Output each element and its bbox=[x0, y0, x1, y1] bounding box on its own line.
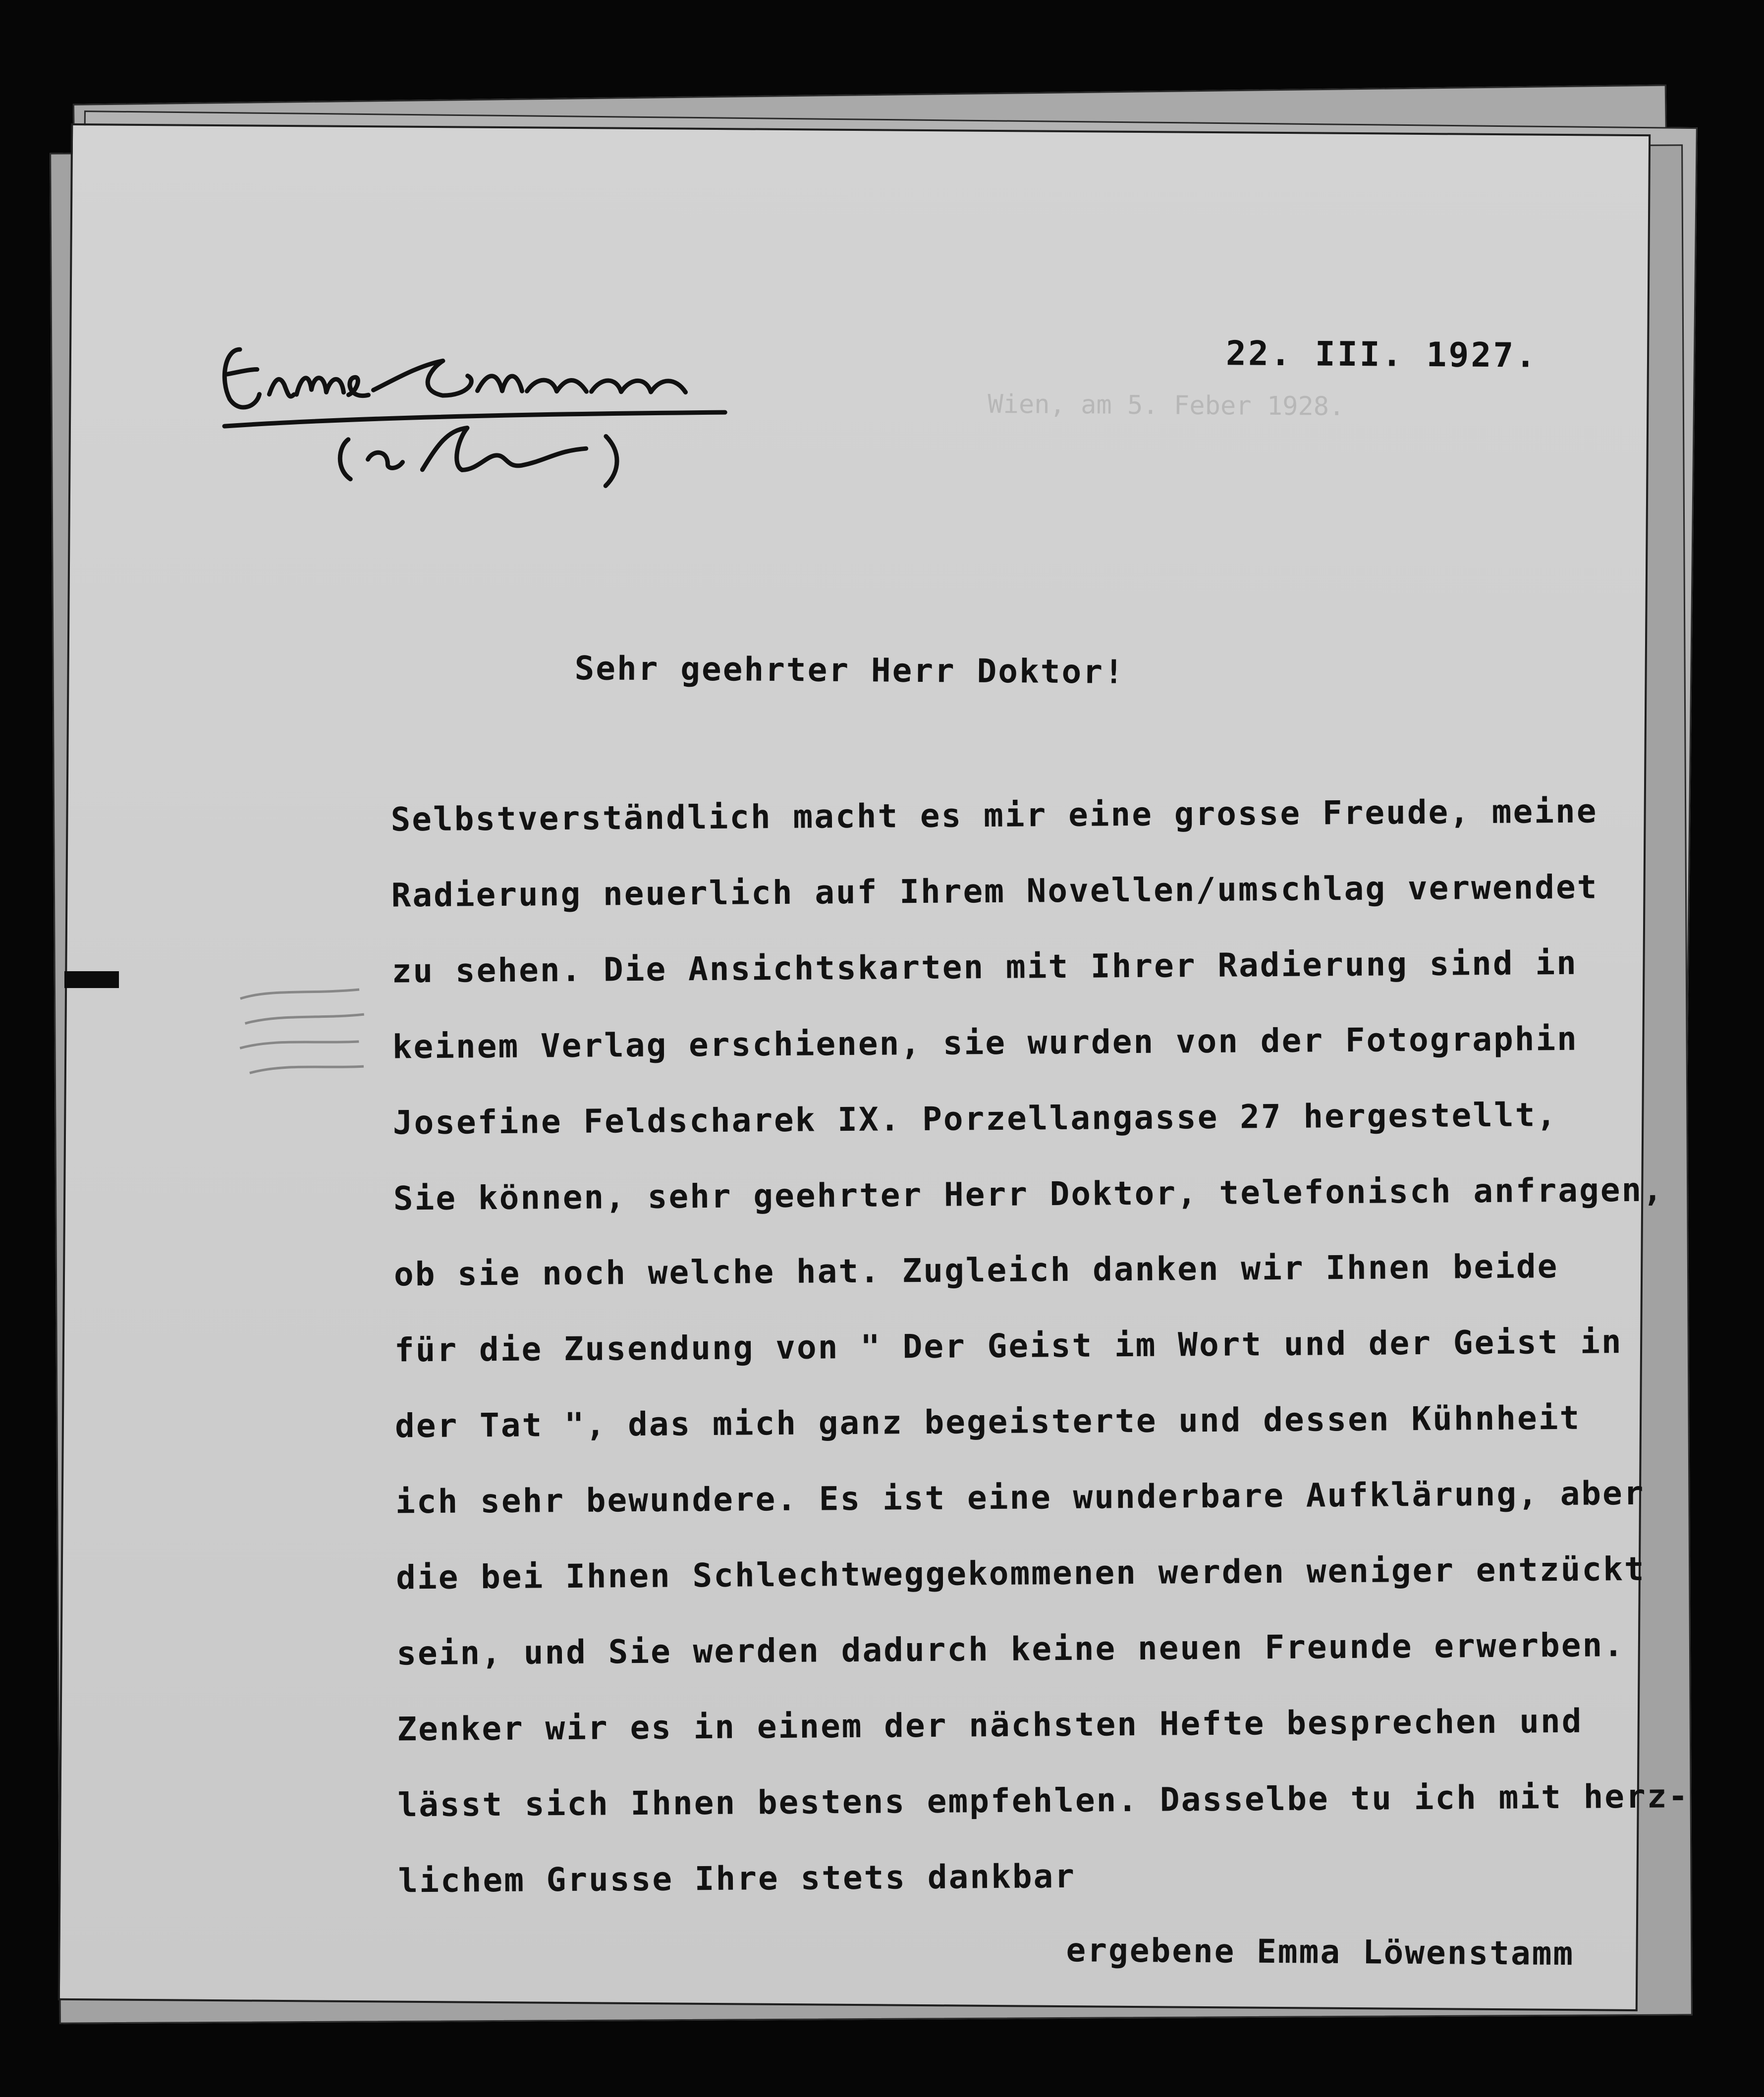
body-line: lichem Grusse Ihre stets dankbar bbox=[398, 1857, 1076, 1900]
body-line: Selbstverständlich macht es mir eine grosse Freude, meine bbox=[390, 792, 1598, 839]
body-line: für die Zusendung von " Der Geist im Wort und der Geist in bbox=[394, 1323, 1623, 1370]
closing-signature: ergebene Emma Löwenstamm bbox=[1066, 1931, 1575, 1973]
bleedthrough-text: Wien, am 5. Feber 1928. bbox=[988, 389, 1345, 422]
body-line: Sie können, sehr geehrter Herr Doktor, telefonisch anfragen, bbox=[393, 1170, 1664, 1218]
body-line: ich sehr bewundere. Es ist eine wunderbare Aufklärung, aber bbox=[395, 1474, 1645, 1521]
letter-body bbox=[390, 773, 1690, 1919]
body-line: Josefine Feldscharek IX. Porzellangasse 27 hergestellt, bbox=[392, 1096, 1558, 1142]
letter-page bbox=[58, 123, 1690, 2011]
body-line: sein, und Sie werden dadurch keine neuen Freunde erwerben. bbox=[396, 1626, 1625, 1673]
body-line: ob sie noch welche hat. Zugleich danken wir Ihnen beide bbox=[393, 1247, 1559, 1294]
paper-clip bbox=[64, 971, 119, 988]
body-line: lässt sich Ihnen bestens empfehlen. Dasselbe tu ich mit herz- bbox=[397, 1777, 1690, 1824]
body-line: zu sehen. Die Ansichtskarten mit Ihrer Radierung sind in bbox=[391, 943, 1578, 991]
body-line: keinem Verlag erschienen, sie wurden von der Fotographin bbox=[392, 1019, 1579, 1066]
salutation: Sehr geehrter Herr Doktor! bbox=[574, 649, 1125, 691]
archive-mark-icon bbox=[230, 979, 380, 1089]
body-line: Zenker wir es in einem der nächsten Hefte besprechen und bbox=[397, 1702, 1583, 1749]
body-line: die bei Ihnen Schlechtweggekommenen werden weniger entzückt bbox=[395, 1549, 1646, 1597]
body-line: der Tat ", das mich ganz begeisterte und dessen Kühnheit bbox=[394, 1398, 1581, 1445]
handwritten-name bbox=[209, 320, 785, 502]
body-line: Radierung neuerlich auf Ihrem Novellen/umschlag verwendet bbox=[391, 868, 1599, 915]
letter-date: 22. III. 1927. bbox=[1225, 334, 1538, 376]
